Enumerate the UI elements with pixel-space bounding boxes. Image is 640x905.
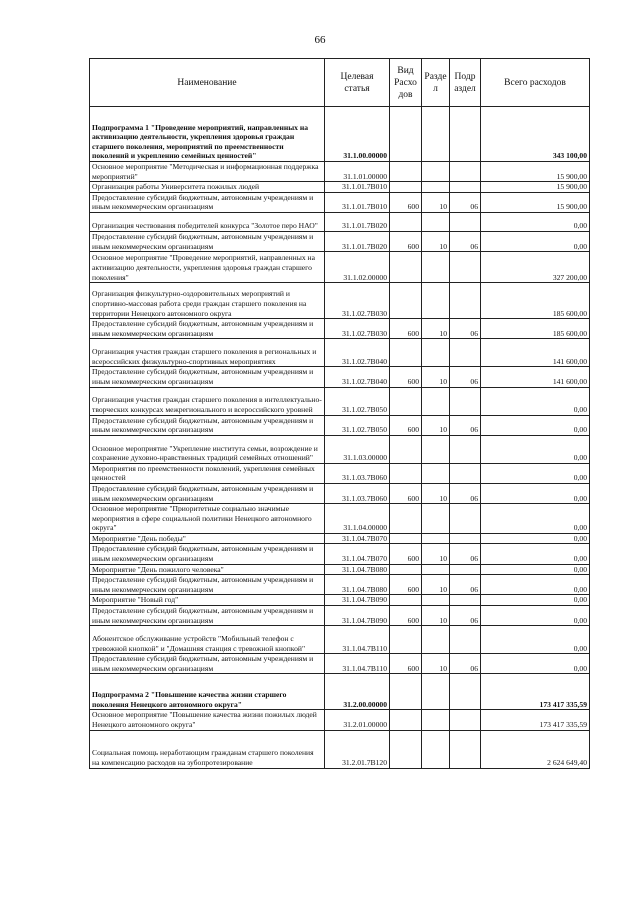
table-row [90, 387, 590, 415]
row-total: 173 417 335,59 [481, 710, 590, 730]
row-section [422, 504, 450, 534]
row-total: 0,00 [481, 483, 590, 503]
table-row [90, 367, 590, 387]
row-total: 15 900,00 [481, 162, 590, 182]
row-section [422, 182, 450, 193]
row-name: Основное мероприятие "Приоритетные социально значимые мероприятия в сфере социальной политики Ненецкого автономного округа" [90, 504, 325, 534]
row-total: 0,00 [481, 387, 590, 415]
row-target-article: 31.1.01.7В020 [325, 231, 390, 251]
page-number: 66 [314, 34, 326, 46]
row-subsection: 06 [450, 319, 481, 339]
row-name: Предоставление субсидий бюджетным, автономным учреждениям и иным некоммерческим организациям [90, 231, 325, 251]
row-name: Социальная помощь неработающим гражданам старшего поколения на компенсацию расходов на зубопротезирование [90, 730, 325, 768]
table-row [90, 162, 590, 182]
row-target-article: 31.1.02.00000 [325, 252, 390, 283]
row-subsection [450, 463, 481, 483]
row-expense-type: 600 [390, 544, 422, 564]
row-total: 343 100,00 [481, 107, 590, 162]
row-expense-type [390, 595, 422, 606]
row-name: Мероприятие "Новый год" [90, 595, 325, 606]
row-section: 10 [422, 319, 450, 339]
table-row [90, 483, 590, 503]
row-section [422, 595, 450, 606]
row-name: Организация работы Университета пожилых людей [90, 182, 325, 193]
row-expense-type [390, 252, 422, 283]
table-row [90, 730, 590, 768]
row-target-article: 31.2.01.7В120 [325, 730, 390, 768]
row-name: Основное мероприятие "Проведение мероприятий, направленных на активизацию деятельности, укрепления здоровья граждан старшего поколения" [90, 252, 325, 283]
row-total: 0,00 [481, 212, 590, 231]
row-subsection [450, 387, 481, 415]
row-section [422, 107, 450, 162]
row-section: 10 [422, 654, 450, 674]
row-name: Предоставление субсидий бюджетным, автономным учреждениям и иным некоммерческим организациям [90, 192, 325, 212]
row-subsection [450, 182, 481, 193]
table-row [90, 339, 590, 367]
row-name: Предоставление субсидий бюджетным, автономным учреждениям и иным некоммерческим организациям [90, 575, 325, 595]
row-section [422, 674, 450, 710]
row-section: 10 [422, 483, 450, 503]
row-target-article: 31.1.02.7В050 [325, 415, 390, 435]
row-name: Абонентское обслуживание устройств "Мобильный телефон с тревожной кнопкой" и "Домашняя станция с тревожной кнопкой" [90, 626, 325, 654]
row-name: Основное мероприятие "Методическая и информационная поддержка мероприятий" [90, 162, 325, 182]
row-expense-type [390, 162, 422, 182]
table-row [90, 231, 590, 251]
row-expense-type [390, 626, 422, 654]
row-section [422, 730, 450, 768]
table-row [90, 710, 590, 730]
row-target-article: 31.1.04.00000 [325, 504, 390, 534]
row-target-article: 31.1.04.7В110 [325, 654, 390, 674]
row-target-article: 31.1.01.7В010 [325, 192, 390, 212]
table-row [90, 654, 590, 674]
row-name: Организация физкультурно-оздоровительных мероприятий и спортивно-массовая работа среди граждан старшего поколения на территории Ненецкого автономного округа [90, 283, 325, 319]
row-expense-type: 600 [390, 575, 422, 595]
row-name: Предоставление субсидий бюджетным, автономным учреждениям и иным некоммерческим организациям [90, 319, 325, 339]
header-expense-type: Вид Расхо дов [390, 59, 422, 107]
row-target-article: 31.1.04.7В090 [325, 595, 390, 606]
row-expense-type: 600 [390, 192, 422, 212]
row-subsection [450, 107, 481, 162]
row-target-article: 31.1.03.7В060 [325, 463, 390, 483]
header-name: Наименование [90, 59, 325, 107]
row-expense-type: 600 [390, 367, 422, 387]
row-expense-type: 600 [390, 606, 422, 626]
row-subsection: 06 [450, 575, 481, 595]
header-section: Разде л [422, 59, 450, 107]
table-row [90, 595, 590, 606]
row-total: 2 624 649,40 [481, 730, 590, 768]
row-total: 0,00 [481, 504, 590, 534]
row-expense-type [390, 182, 422, 193]
row-target-article: 31.1.04.7В110 [325, 626, 390, 654]
row-total: 0,00 [481, 564, 590, 575]
row-section [422, 252, 450, 283]
row-section [422, 162, 450, 182]
row-expense-type: 600 [390, 319, 422, 339]
row-expense-type [390, 533, 422, 544]
row-target-article: 31.1.01.7В010 [325, 182, 390, 193]
row-name: Мероприятие "День победы" [90, 533, 325, 544]
header-subsection: Подр аздел [450, 59, 481, 107]
table-row [90, 575, 590, 595]
row-subsection [450, 212, 481, 231]
row-subsection [450, 710, 481, 730]
row-total: 0,00 [481, 606, 590, 626]
row-section [422, 283, 450, 319]
row-total: 0,00 [481, 575, 590, 595]
row-total: 185 600,00 [481, 283, 590, 319]
row-expense-type [390, 107, 422, 162]
row-section [422, 626, 450, 654]
row-expense-type [390, 212, 422, 231]
row-expense-type [390, 504, 422, 534]
row-total: 0,00 [481, 654, 590, 674]
row-expense-type [390, 387, 422, 415]
row-target-article: 31.1.03.7В060 [325, 483, 390, 503]
row-name: Предоставление субсидий бюджетным, автономным учреждениям и иным некоммерческим организациям [90, 544, 325, 564]
table-row [90, 192, 590, 212]
row-expense-type [390, 710, 422, 730]
row-subsection [450, 283, 481, 319]
row-total: 15 900,00 [481, 182, 590, 193]
row-target-article: 31.1.02.7В040 [325, 339, 390, 367]
table-row [90, 674, 590, 710]
row-target-article: 31.1.04.7В070 [325, 533, 390, 544]
table-row [90, 182, 590, 193]
row-total: 0,00 [481, 231, 590, 251]
table-row [90, 504, 590, 534]
row-section: 10 [422, 192, 450, 212]
row-subsection: 06 [450, 231, 481, 251]
row-subsection: 06 [450, 606, 481, 626]
row-total: 0,00 [481, 415, 590, 435]
row-total: 0,00 [481, 533, 590, 544]
row-section [422, 564, 450, 575]
row-target-article: 31.1.02.7В030 [325, 283, 390, 319]
row-section: 10 [422, 367, 450, 387]
row-target-article: 31.1.02.7В030 [325, 319, 390, 339]
row-total: 141 600,00 [481, 339, 590, 367]
table-row [90, 107, 590, 162]
row-subsection [450, 339, 481, 367]
row-name: Предоставление субсидий бюджетным, автономным учреждениям и иным некоммерческим организациям [90, 483, 325, 503]
row-total: 185 600,00 [481, 319, 590, 339]
header-total: Всего расходов [481, 59, 590, 107]
row-expense-type [390, 435, 422, 463]
row-section [422, 533, 450, 544]
row-expense-type [390, 339, 422, 367]
table-row [90, 252, 590, 283]
row-name: Мероприятие "День пожилого человека" [90, 564, 325, 575]
row-total: 0,00 [481, 626, 590, 654]
row-subsection: 06 [450, 483, 481, 503]
row-name: Предоставление субсидий бюджетным, автономным учреждениям и иным некоммерческим организациям [90, 606, 325, 626]
row-section: 10 [422, 415, 450, 435]
row-section [422, 710, 450, 730]
row-section: 10 [422, 231, 450, 251]
row-expense-type [390, 730, 422, 768]
row-subsection [450, 252, 481, 283]
row-total: 0,00 [481, 435, 590, 463]
row-name: Организация участия граждан старшего поколения в интеллектуально-творческих конкурсах межрегионального и всероссийского уровней [90, 387, 325, 415]
row-target-article: 31.1.04.7В080 [325, 564, 390, 575]
row-expense-type [390, 564, 422, 575]
row-subsection [450, 626, 481, 654]
row-total: 141 600,00 [481, 367, 590, 387]
row-expense-type: 600 [390, 654, 422, 674]
table-body [90, 107, 590, 769]
row-target-article: 31.1.01.7В020 [325, 212, 390, 231]
row-total: 15 900,00 [481, 192, 590, 212]
table-row [90, 606, 590, 626]
row-name: Подпрограмма 1 "Проведение мероприятий, направленных на активизацию деятельности, укрепления здоровья граждан старшего поколения, мероприятий по преемственности поколений и укреплению семейных ценностей" [90, 107, 325, 162]
row-section [422, 339, 450, 367]
row-total: 0,00 [481, 544, 590, 564]
row-subsection [450, 533, 481, 544]
row-total: 0,00 [481, 595, 590, 606]
row-name: Организация участия граждан старшего поколения в региональных и всероссийских физкультурно-спортивных мероприятиях [90, 339, 325, 367]
row-section [422, 463, 450, 483]
table-row [90, 212, 590, 231]
row-name: Предоставление субсидий бюджетным, автономным учреждениям и иным некоммерческим организациям [90, 415, 325, 435]
row-expense-type: 600 [390, 415, 422, 435]
row-target-article: 31.2.00.00000 [325, 674, 390, 710]
row-section: 10 [422, 544, 450, 564]
row-target-article: 31.2.01.00000 [325, 710, 390, 730]
header-target-article: Целевая статья [325, 59, 390, 107]
row-subsection [450, 595, 481, 606]
row-section [422, 212, 450, 231]
row-subsection [450, 564, 481, 575]
row-name: Основное мероприятие "Повышение качества жизни пожилых людей Ненецкого автономного округа" [90, 710, 325, 730]
row-expense-type [390, 674, 422, 710]
row-total: 173 417 335,59 [481, 674, 590, 710]
table-row [90, 564, 590, 575]
row-section: 10 [422, 606, 450, 626]
table-row [90, 283, 590, 319]
row-target-article: 31.1.04.7В080 [325, 575, 390, 595]
table-row [90, 463, 590, 483]
row-name: Организация чествования победителей конкурса "Золотое перо НАО" [90, 212, 325, 231]
row-target-article: 31.1.02.7В050 [325, 387, 390, 415]
row-name: Предоставление субсидий бюджетным, автономным учреждениям и иным некоммерческим организациям [90, 654, 325, 674]
table-row [90, 415, 590, 435]
row-subsection [450, 674, 481, 710]
row-expense-type: 600 [390, 483, 422, 503]
row-subsection [450, 435, 481, 463]
row-subsection [450, 504, 481, 534]
table-row [90, 626, 590, 654]
row-name: Мероприятия по преемственности поколений, укрепления семейных ценностей [90, 463, 325, 483]
row-target-article: 31.1.04.7В070 [325, 544, 390, 564]
row-section: 10 [422, 575, 450, 595]
row-subsection: 06 [450, 192, 481, 212]
row-section [422, 435, 450, 463]
row-target-article: 31.1.03.00000 [325, 435, 390, 463]
row-total: 327 200,00 [481, 252, 590, 283]
table-row [90, 544, 590, 564]
row-expense-type [390, 283, 422, 319]
row-target-article: 31.1.01.00000 [325, 162, 390, 182]
row-subsection: 06 [450, 415, 481, 435]
row-subsection: 06 [450, 544, 481, 564]
row-subsection: 06 [450, 367, 481, 387]
row-name: Основное мероприятие "Укрепление института семьи, возрождение и сохранение духовно-нравственных традиций семейных отношений" [90, 435, 325, 463]
row-target-article: 31.1.04.7В090 [325, 606, 390, 626]
row-expense-type: 600 [390, 231, 422, 251]
row-name: Предоставление субсидий бюджетным, автономным учреждениям и иным некоммерческим организациям [90, 367, 325, 387]
row-target-article: 31.1.02.7В040 [325, 367, 390, 387]
row-target-article: 31.1.00.00000 [325, 107, 390, 162]
budget-table [89, 58, 590, 769]
row-expense-type [390, 463, 422, 483]
row-section [422, 387, 450, 415]
row-name: Подпрограмма 2 "Повышение качества жизни старшего поколения Ненецкого автономного округа" [90, 674, 325, 710]
table-header-row [90, 59, 590, 107]
row-subsection [450, 162, 481, 182]
row-subsection [450, 730, 481, 768]
row-total: 0,00 [481, 463, 590, 483]
table-row [90, 533, 590, 544]
table-row [90, 319, 590, 339]
table-row [90, 435, 590, 463]
row-subsection: 06 [450, 654, 481, 674]
